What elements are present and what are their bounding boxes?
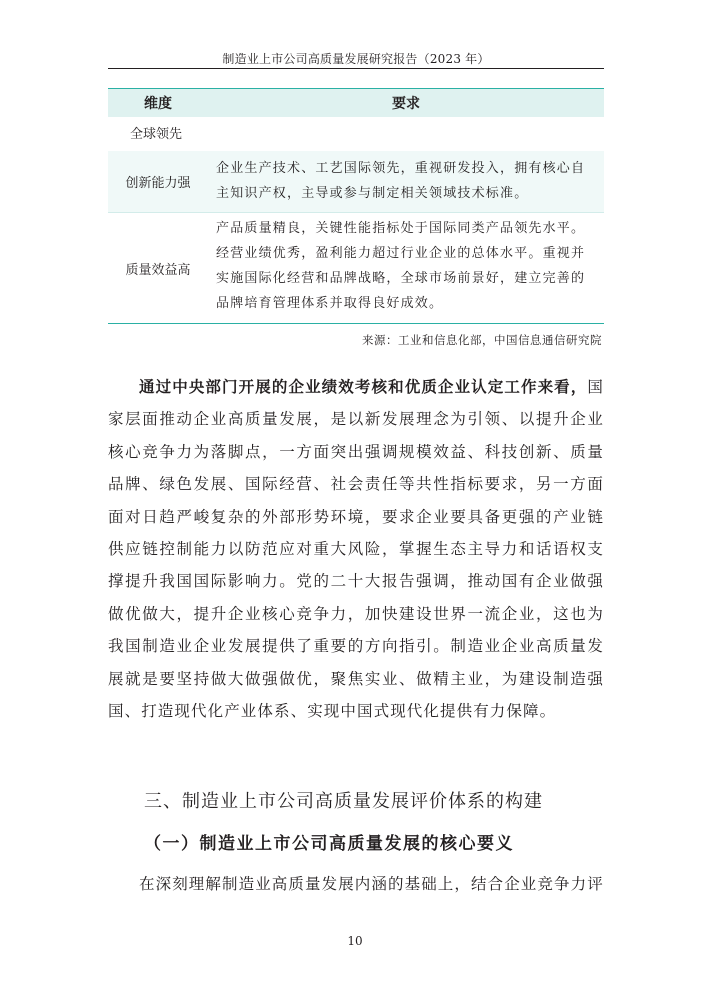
table-source-note: 来源：工业和信息化部，中国信息通信研究院 — [362, 333, 602, 347]
subsection-heading: （一）制造业上市公司高质量发展的核心要义 — [144, 834, 514, 854]
page-number: 10 — [347, 934, 363, 948]
body-paragraph — [108, 371, 604, 727]
table-header-row — [108, 89, 604, 117]
table-row — [108, 117, 604, 151]
paragraph-text: 国家层面推动企业高质量发展，是以新发展理念为引领、以提升企业核心竞争力为落脚点，一方面突出强调规模效益、科技创新、质量品牌、绿色发展、国际经营、社会责任等共性指标要求，另一方面面对日趋严峻复杂的外部形势环境，要求企业要具备更强的产业链供应链控制能力以防范应对重大风险，掌握生态主导力和话语权支撑提升我国国际影响力。党的二十大报告强调，推动国有企业做强做优做大，提升企业核心竞争力，加快建设世界一流企业，这也为我国制造业企业发展提供了重要的方向指引。制造业企业高质量发展就是要坚持做大做强做优，聚焦实业、做精主业，为建设制造强国、打造现代化产业体系、实现中国式现代化提供有力保障。 — [108, 378, 604, 721]
dimension-cell: 全球领先 — [130, 127, 183, 142]
dimension-cell: 创新能力强 — [125, 176, 191, 191]
page-header: 制造业上市公司高质量发展研究报告（2023 年） — [222, 52, 490, 66]
dimension-cell: 质量效益高 — [125, 262, 191, 278]
requirement-cell — [208, 117, 604, 151]
column-header-dimension: 维度 — [144, 96, 172, 112]
paragraph-lead: 通过中央部门开展的企业绩效考核和优质企业认定工作来看， — [139, 378, 588, 396]
requirement-cell: 产品质量精良，关键性能指标处于国际同类产品领先水平。经营业绩优秀，盈利能力超过行业企业的总体水平。重视并实施国际化经营和品牌战略，全球市场前景好，建立完善的品牌培育管理体系并取得良好成效。 — [216, 221, 586, 311]
column-header-requirement: 要求 — [392, 96, 420, 112]
body-paragraph: 在深刻理解制造业高质量发展内涵的基础上，结合企业竞争力评 — [139, 875, 604, 893]
header-rule — [108, 68, 604, 69]
table-row — [108, 151, 604, 212]
table-row — [108, 212, 604, 323]
requirements-table — [108, 88, 604, 324]
requirement-cell: 企业生产技术、工艺国际领先，重视研发投入，拥有核心自主知识产权，主导或参与制定相关领域技术标准。 — [216, 161, 586, 201]
section-heading: 三、制造业上市公司高质量发展评价体系的构建 — [144, 791, 543, 812]
